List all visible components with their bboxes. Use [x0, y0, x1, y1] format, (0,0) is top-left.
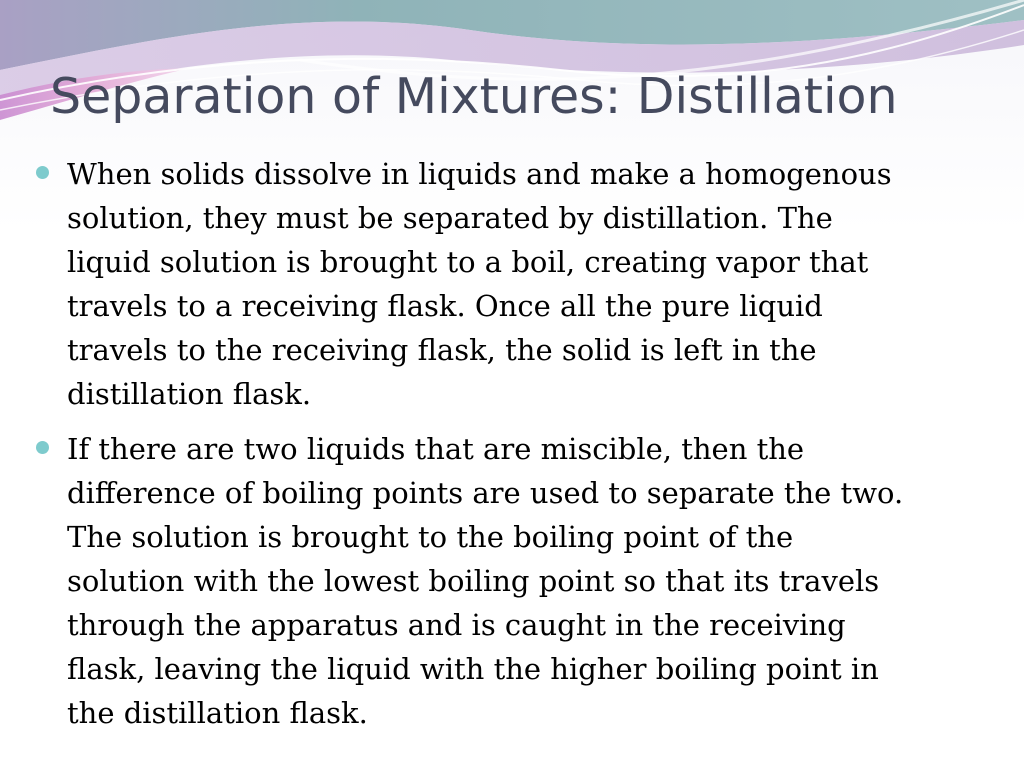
- slide-title: Separation of Mixtures: Distillation: [50, 68, 898, 125]
- bullet-dot-icon: [36, 166, 49, 179]
- bullet-text: If there are two liquids that are miscible, then the difference of boiling points are used to separate the two. The solution is brought to the boiling point of the solution with the lowest boiling point so that its travels through the apparatus and is caught in the receiving flask, leaving the liquid with the higher boiling point in the distillation flask.: [67, 432, 904, 730]
- bullet-text: When solids dissolve in liquids and make a homogenous solution, they must be separated by distillation. The liquid solution is brought to a boil, creating vapor that travels to a receiving flask. Once all the pure liquid travels to the receiving flask, the solid is left in the distillation flask.: [67, 157, 892, 411]
- bullet-item: [36, 427, 916, 735]
- bullet-item: [36, 152, 916, 416]
- bullet-dot-icon: [36, 441, 49, 454]
- bullet-list: [36, 152, 916, 746]
